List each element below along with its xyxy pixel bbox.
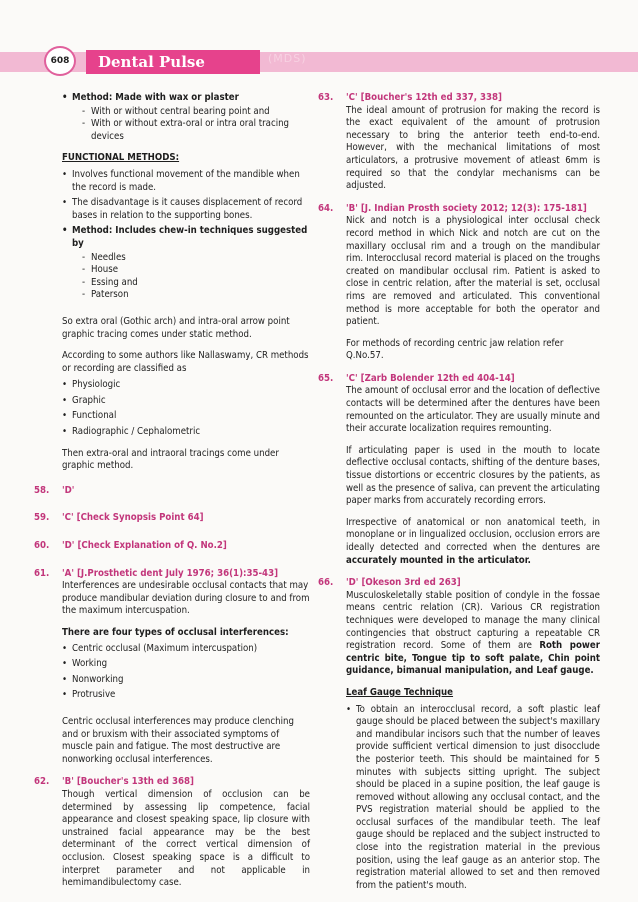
answer-62 — [34, 776, 310, 889]
wax-sub-item: - With or without extra-oral or intra oral tracing devices — [82, 118, 310, 143]
left-column — [34, 92, 310, 900]
para2-bold: accurately mounted in the articulator. — [346, 554, 531, 566]
answer-text: The amount of occlusal error and the location of deflective contacts will be determined after the dentures have been remounted on the articulator. They are usually minute and their accurate localization requires remounting. — [346, 385, 600, 435]
answer-ref: 'C' [Check Synopsis Point 64] — [62, 512, 204, 524]
chew-sub-item: - Needles — [82, 252, 310, 265]
answer-63 — [318, 92, 600, 193]
answer-64 — [318, 202, 600, 363]
answer-number: 58. — [34, 484, 50, 496]
answer-number: 63. — [318, 92, 334, 103]
para-tracings: Then extra-oral and intraoral tracings come under graphic method. — [62, 447, 279, 472]
answer-number: 62. — [34, 776, 50, 788]
answer-number: 64. — [318, 202, 334, 214]
answer-65 — [318, 372, 600, 567]
answer-text: Nick and notch is a physiological inter occlusal check record method in which Nick and notch are cut on the maxillary occlusal rim and a trough on the mandibular rim. Interocclusal record material is placed on the troughs created on mandibular occlusal rim. Patient is asked to close in centric relation, after the material is set, occlusal rims are removed and articulated. This conventional method is more acceptable for both the operator and patient. — [346, 215, 600, 328]
interference-type: • Protrusive — [62, 689, 310, 702]
answer-text — [346, 590, 600, 678]
cr-method-item: • Physiologic — [62, 379, 310, 392]
cr-method-item: • Functional — [62, 410, 310, 423]
book-title: Dental Pulse — [86, 50, 260, 74]
answer-ref: 'C' [Zarb Bolender 12th ed 404-14] — [346, 372, 515, 384]
para2-text: Irrespective of anatomical or non anatomical teeth, in monoplane or in lingualized occlusion, occlusion errors are ideally detected and corrected when the dentures are — [346, 516, 600, 553]
chew-sub-item: - House — [82, 264, 310, 277]
answer-text: Interferences are undesirable occlusal contacts that may produce mandibular deviation during closure to and from the maximum intercuspation. — [62, 580, 310, 617]
answer-number: 65. — [318, 372, 334, 384]
functional-bullet: • The disadvantage is it causes displacement of record bases in relation to the supporting bones. — [62, 197, 310, 222]
chew-sub-item: - Essing and — [82, 277, 310, 290]
interference-type: • Centric occlusal (Maximum intercuspation) — [62, 643, 310, 656]
answer-60 — [34, 540, 310, 553]
answer-ref: 'D' [Okeson 3rd ed 263] — [346, 577, 461, 589]
answer-ref: 'D' [Check Explanation of Q. No.2] — [62, 540, 227, 552]
answer-61 — [34, 567, 310, 767]
wax-sub-item: - With or without central bearing point and — [82, 106, 310, 119]
answer-number: 66. — [318, 577, 334, 589]
leaf-gauge-bullet: • To obtain an interocclusal record, a soft plastic leaf gauge should be placed between the subject's maxillary and mandibular incisors such that the number of leaves provide sufficient vertical dimension to just disocclude the posterior teeth. This should be maintained for 5 minutes with subjects sitting upright. The subject should be placed in a supine position, the leaf gauge is removed without allowing any occlusal contact, and the PVS registration material should be applied to the occlusal surfaces of the mandibular teeth. The leaf gauge should be replaced and the subject instructed to close into the registration material in the previous position, using the leaf gauge as an anterior stop. The registration material allowed to set and then removed from the patient's mouth. — [346, 704, 600, 893]
interference-type: • Nonworking — [62, 674, 310, 687]
right-column — [318, 92, 600, 902]
answer-text-bold: Roth power centric bite, Tongue tip to soft palate, Chin point guidance, bimanual manipulation, and Leaf gauge. — [346, 640, 600, 677]
header-faint-text: (MDS) — [268, 52, 307, 65]
interference-type: • Working — [62, 658, 310, 671]
answer-ref: 'A' [J.Prosthetic dent July 1976; 36(1):35-43] — [62, 567, 279, 579]
answer-text-plain: Musculoskeletally stable position of condyle in the fossae means centric relation (CR). Various CR registration techniques were developed to manage the many clinical contingencies that obstruct capturing a repeatable CR registration record. Some of them are — [346, 589, 600, 652]
method-wax: • Method: Made with wax or plaster — [62, 92, 310, 105]
answer-para: For methods of recording centric jaw relation refer Q.No.57. — [346, 337, 564, 362]
answer-para-1: If articulating paper is used in the mouth to locate deflective occlusal contacts, shifting of the denture bases, tissue distortions or eccentric closures by the patients, as well as the presence of saliva, can prevent the articulating paper marks from accurately recording errors. — [346, 444, 600, 507]
leaf-gauge-heading: Leaf Gauge Technique — [346, 686, 454, 698]
functional-methods-heading: FUNCTIONAL METHODS: — [62, 152, 180, 164]
answer-66 — [318, 577, 600, 892]
chew-sub-item: - Paterson — [82, 289, 310, 302]
answer-ref: 'B' [Boucher's 13th ed 368] — [62, 776, 194, 788]
para-gothic: So extra oral (Gothic arch) and intra-oral arrow point graphic tracing comes under static method. — [62, 315, 290, 340]
functional-bullet: • Involves functional movement of the mandible when the record is made. — [62, 169, 310, 194]
answer-59 — [34, 512, 310, 525]
answer-number: 61. — [34, 567, 50, 579]
answer-number: 60. — [34, 540, 50, 552]
para-nallaswamy: According to some authors like Nallaswamy, CR methods or recording are classified as — [62, 350, 309, 374]
answer-para: Centric occlusal interferences may produce clenching and or bruxism with their associated symptoms of muscle pain and fatigue. The most destructive are nonworking occlusal interferences. — [62, 715, 294, 765]
page-number-badge: 608 — [44, 46, 76, 76]
chew-method: • Method: Includes chew-in techniques suggested by — [62, 225, 310, 250]
page-header — [0, 50, 638, 74]
answer-para-2 — [346, 517, 600, 567]
interference-types-heading: There are four types of occlusal interferences: — [62, 627, 289, 638]
answer-ref: 'C' [Boucher's 12th ed 337, 338] — [346, 92, 502, 103]
cr-method-item: • Graphic — [62, 395, 310, 408]
answer-58 — [34, 484, 310, 498]
answer-ref: 'B' [J. Indian Prosth society 2012; 12(3): 175-181] — [346, 202, 587, 214]
answer-ref: 'D' — [62, 484, 75, 496]
answer-number: 59. — [34, 512, 50, 524]
answer-text: Though vertical dimension of occlusion can be determined by assessing lip competence, facial appearance and closest speaking space, lip closure with unstrained facial appearance may be the best determinant of the correct vertical dimension of occlusion. Closest speaking space is a difficult to interpret parameter and not applicable in hemimandibulectomy case. — [62, 788, 310, 889]
answer-text: The ideal amount of protrusion for making the record is the exact equivalent of the amount of protrusion necessary to bring the anterior teeth end-to-end. However, with the mechanical limitations of most articulators, a protrusive movement of atleast 6mm is required so that the condylar mechanisms can be adjusted. — [346, 104, 600, 192]
cr-method-item: • Radiographic / Cephalometric — [62, 426, 310, 439]
